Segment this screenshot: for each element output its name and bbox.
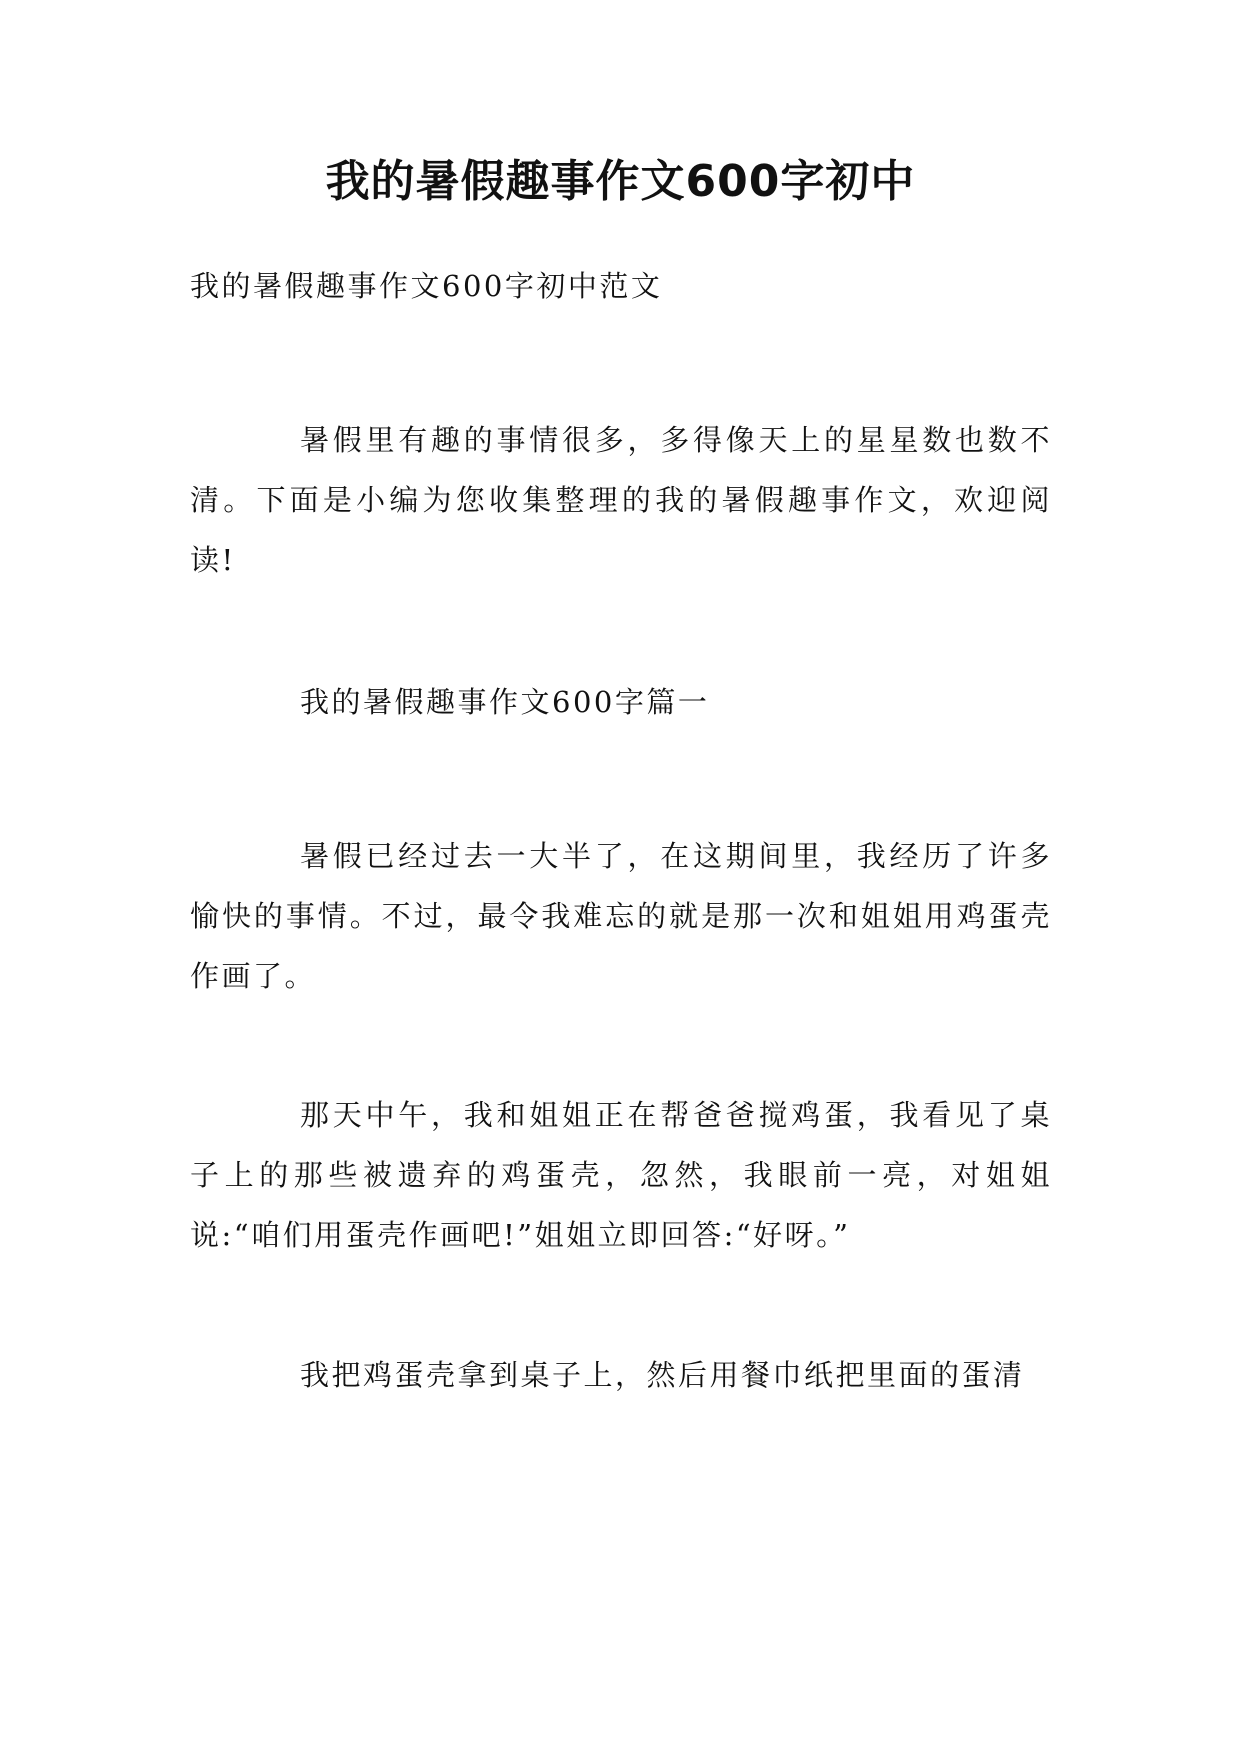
section-heading-text: 我的暑假趣事作文600字篇一 <box>300 685 710 719</box>
paragraph-text: 暑假里有趣的事情很多，多得像天上的星星数也数不清。下面是小编为您收集整理的我的暑假趣事作文，欢迎阅读! <box>190 423 1052 577</box>
document-subtitle <box>190 256 1052 316</box>
paragraph-text: 我把鸡蛋壳拿到桌子上，然后用餐巾纸把里面的蛋清 <box>300 1358 1025 1392</box>
paragraph-body-2 <box>190 1085 1052 1265</box>
subtitle-text: 我的暑假趣事作文600字初中范文 <box>190 269 663 303</box>
section-heading <box>190 672 1052 732</box>
document-title: 我的暑假趣事作文600字初中 <box>325 156 916 207</box>
paragraph-body-1 <box>190 826 1052 1006</box>
paragraph-body-3 <box>190 1345 1052 1405</box>
paragraph-intro <box>190 410 1052 590</box>
paragraph-text: 暑假已经过去一大半了，在这期间里，我经历了许多愉快的事情。不过，最令我难忘的就是那一次和姐姐用鸡蛋壳作画了。 <box>190 839 1052 993</box>
paragraph-text: 那天中午，我和姐姐正在帮爸爸搅鸡蛋，我看见了桌子上的那些被遗弃的鸡蛋壳，忽然，我眼前一亮，对姐姐说:“咱们用蛋壳作画吧!”姐姐立即回答:“好呀。” <box>190 1098 1052 1252</box>
